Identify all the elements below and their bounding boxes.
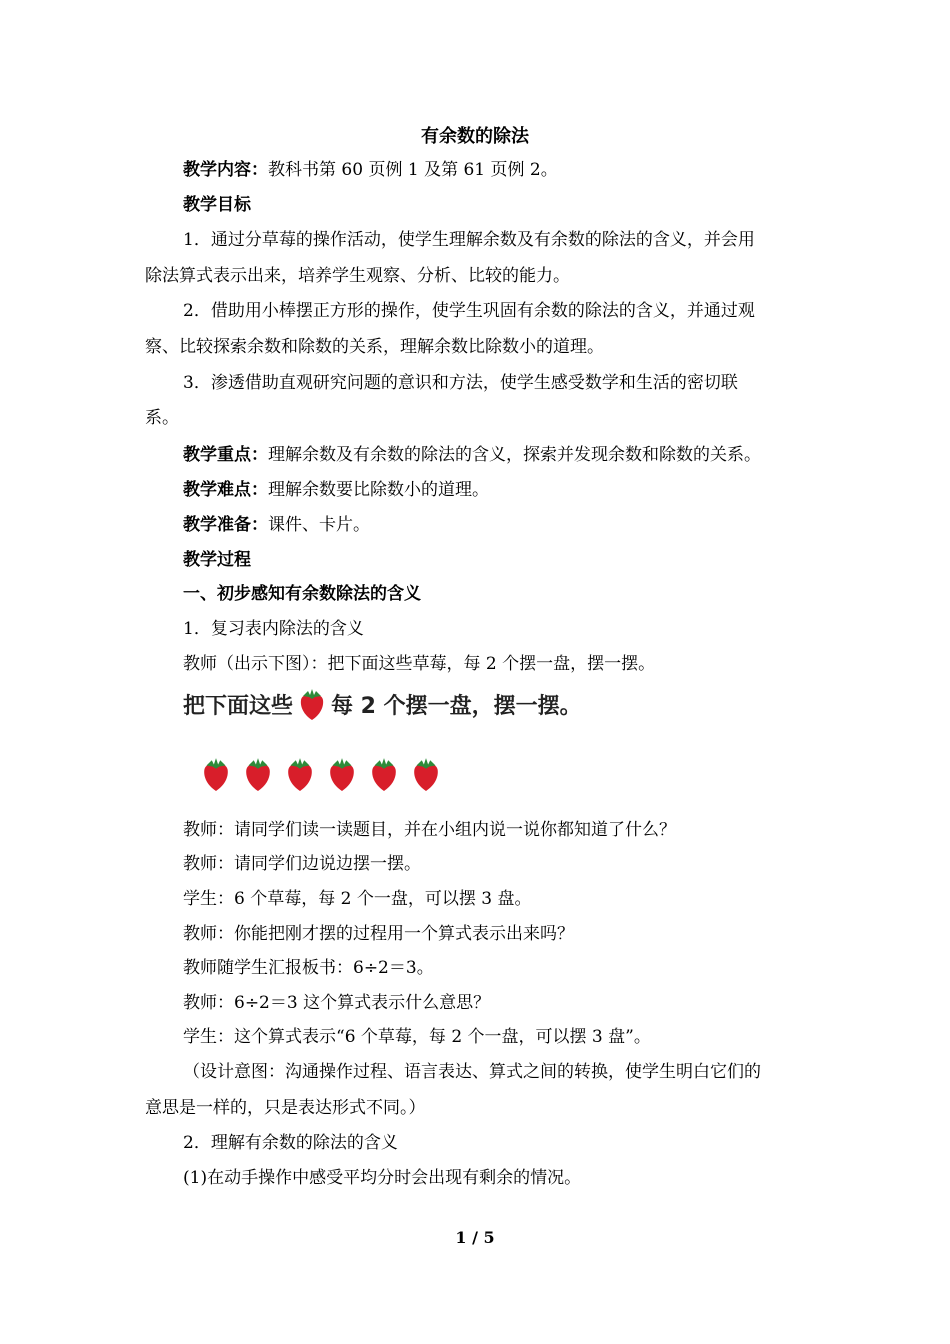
objectives-heading: 教学目标 [183,195,251,215]
content-label: 教学内容： [183,160,268,180]
dialogue-line-7: 学生：这个算式表示“6 个草莓，每 2 个一盘，可以摆 3 盘”。 [183,1027,651,1047]
dialogue-line-6: 教师：6÷2＝3 这个算式表示什么意思？ [183,993,491,1013]
design-intent-line-2: 意思是一样的，只是表达形式不同。） [145,1098,426,1118]
objective-2-line-1: 2．借助用小棒摆正方形的操作，使学生巩固有余数的除法的含义，并通过观 [183,301,755,321]
content-line [183,158,558,182]
difficulty-line [183,478,489,502]
objective-2-line-2: 察、比较探索余数和除数的关系，理解余数比除数小的道理。 [145,337,604,357]
dialogue-line-4: 教师：你能把刚才摆的过程用一个算式表示出来吗？ [183,924,574,944]
banner-text-before: 把下面这些 [183,693,294,719]
preparation-text: 课件、卡片。 [268,515,370,535]
content-text: 教科书第 60 页例 1 及第 61 页例 2。 [268,160,558,180]
preparation-label: 教学准备： [183,515,268,535]
key-point-label: 教学重点： [183,445,268,465]
strawberry-problem-image [183,684,582,724]
strawberry-icon [328,756,356,792]
objective-3-line-2: 系。 [145,408,179,428]
difficulty-label: 教学难点： [183,480,268,500]
dialogue-line-1: 教师：请同学们读一读题目，并在小组内说一说你都知道了什么？ [183,820,676,840]
design-intent-line-1: （设计意图：沟通操作过程、语言表达、算式之间的转换，使学生明白它们的 [183,1062,761,1082]
preparation-line [183,513,370,537]
step-1-heading: 1．复习表内除法的含义 [183,619,364,639]
dialogue-line-2: 教师：请同学们边说边摆一摆。 [183,854,421,874]
banner-text-after: 每 2 个摆一盘，摆一摆。 [331,693,582,719]
dialogue-line-5: 教师随学生汇报板书：6÷2＝3。 [183,958,434,978]
strawberry-icon [370,756,398,792]
strawberry-icon [202,756,230,792]
process-heading: 教学过程 [183,550,251,570]
section-1-heading: 一、初步感知有余数除法的含义 [183,584,421,604]
objective-1-line-2: 除法算式表示出来，培养学生观察、分析、比较的能力。 [145,266,570,286]
key-point-line [183,443,761,467]
difficulty-text: 理解余数要比除数小的道理。 [268,480,489,500]
teacher-show-line: 教师（出示下图）：把下面这些草莓，每 2 个摆一盘，摆一摆。 [183,654,656,674]
page-title: 有余数的除法 [421,126,529,147]
strawberry-row [202,756,440,792]
step-2-heading: 2．理解有余数的除法的含义 [183,1133,398,1153]
objective-3-line-1: 3．渗透借助直观研究问题的意识和方法，使学生感受数学和生活的密切联 [183,373,738,393]
page-number: 1 / 5 [455,1228,495,1247]
key-point-text: 理解余数及有余数的除法的含义，探索并发现余数和除数的关系。 [268,445,761,465]
strawberry-icon [299,687,325,721]
strawberry-icon [286,756,314,792]
strawberry-icon [412,756,440,792]
step-2-1-line: (1)在动手操作中感受平均分时会出现有剩余的情况。 [183,1168,582,1188]
strawberry-icon [244,756,272,792]
objective-1-line-1: 1．通过分草莓的操作活动，使学生理解余数及有余数的除法的含义，并会用 [183,230,755,250]
dialogue-line-3: 学生：6 个草莓，每 2 个一盘，可以摆 3 盘。 [183,889,532,909]
